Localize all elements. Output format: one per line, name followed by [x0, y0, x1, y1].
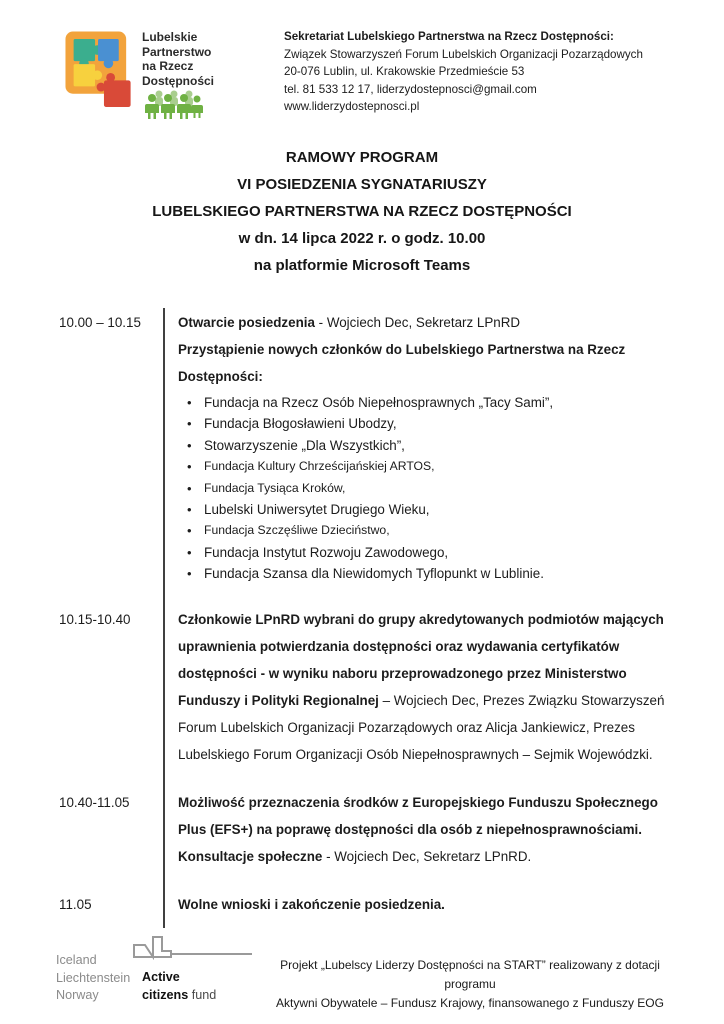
lpnrd-logo	[64, 26, 216, 118]
logo-line: Dostępności	[142, 73, 215, 88]
agenda-item-subtitle-bold: Przystąpienie nowych członków do Lubelskiego Partnerstwa na Rzecz Dostępności:	[178, 342, 626, 384]
new-members-list	[178, 392, 668, 585]
agenda-item-title-rest: - Wojciech Dec, Sekretarz LPnRD	[314, 315, 521, 330]
agenda-row	[163, 788, 668, 890]
list-item: • Fundacja Instytut Rozwoju Zawodowego,	[187, 542, 668, 563]
fund-citizens: citizens	[142, 987, 189, 1002]
agenda-item-line2-bold: Konsultacje społeczne	[178, 848, 323, 864]
title-line: w dn. 14 lipca 2022 r. o godz. 10.00	[238, 230, 486, 247]
fund-line	[142, 969, 216, 987]
agenda-item-subtitle	[178, 336, 668, 390]
eea-grants-icon	[132, 934, 254, 965]
agenda-time: 10.15-10.40	[59, 611, 131, 627]
project-line: Aktywni Obywatele – Fundusz Krajowy, finansowanego z Funduszy EOG	[276, 996, 664, 1010]
secretariat-line: Związek Stowarzyszeń Forum Lubelskich Organizacji Pozarządowych	[284, 47, 643, 61]
fund-active: Active	[142, 970, 180, 984]
secretariat-block	[284, 26, 643, 118]
agenda-row	[163, 308, 668, 605]
agenda-time: 11.05	[59, 896, 92, 912]
agenda-item-line2-rest: - Wojciech Dec, Sekretarz LPnRD.	[322, 848, 532, 864]
list-item: • Fundacja Szansa dla Niewidomych Tyflopunkt w Lublinie.	[187, 563, 668, 584]
agenda-item-title-bold: Otwarcie posiedzenia	[178, 315, 315, 330]
footer	[56, 934, 684, 1013]
list-item: • Lubelski Uniwersytet Drugiego Wieku,	[187, 499, 668, 520]
agenda-item-bold: Wolne wnioski i zakończenie posiedzenia.	[178, 896, 445, 912]
eea-countries	[56, 952, 142, 1005]
agenda-row	[163, 890, 668, 928]
project-funding-note	[256, 934, 684, 1013]
logo-line: na Rzecz	[142, 59, 194, 73]
agenda-time: 10.00 – 10.15	[59, 315, 141, 330]
agenda-item-text	[178, 789, 668, 843]
secretariat-title: Sekretariat Lubelskiego Partnerstwa na Rzecz Dostępności:	[284, 30, 614, 43]
logo-line: Partnerstwo	[142, 44, 212, 59]
list-item: • Fundacja Błogosławieni Ubodzy,	[187, 413, 668, 434]
title-line: LUBELSKIEGO PARTNERSTWA NA RZECZ DOSTĘPNOŚCI	[152, 203, 572, 220]
eea-country: Iceland	[56, 953, 97, 967]
secretariat-line-contact: tel. 81 533 12 17, liderzydostepnosci@gmail.com	[284, 82, 537, 96]
eea-country: Liechtenstein	[56, 970, 131, 985]
document-title	[0, 144, 724, 279]
project-line: Projekt „Lubelscy Liderzy Dostępności na START” realizowany z dotacji programu	[280, 958, 660, 991]
puzzle-logo-icon	[64, 28, 138, 123]
people-icon	[142, 90, 204, 125]
fund-rest: fund	[188, 987, 217, 1002]
list-item: • Fundacja Kultury Chrześcijańskiej ARTOS,	[187, 456, 668, 477]
agenda-row	[163, 605, 668, 788]
logo-line: Lubelskie	[142, 30, 198, 44]
list-item: • Fundacja Tysiąca Kroków,	[187, 478, 668, 499]
agenda-item-text	[178, 606, 668, 768]
header	[64, 26, 668, 118]
fund-line	[142, 987, 216, 1005]
list-item: • Fundacja na Rzecz Osób Niepełnosprawnych „Tacy Sami”,	[187, 392, 668, 413]
agenda-item-text	[178, 891, 668, 918]
agenda-item-text	[178, 843, 668, 870]
secretariat-line: 20-076 Lublin, ul. Krakowskie Przedmieście 53	[284, 65, 525, 79]
list-item: • Fundacja Szczęśliwe Dzieciństwo,	[187, 520, 668, 541]
agenda-item-bold: Członkowie LPnRD wybrani do grupy akredytowanych podmiotów mających uprawnienia potwierdzania dostępności oraz wydawania certyfikatów dostępności - w wyniku naboru przeprowadzonego przez Ministerstwo Funduszy i Polityki Regionalnej	[178, 611, 664, 708]
logo-wordmark	[142, 30, 214, 88]
agenda-time: 10.40-11.05	[59, 794, 130, 810]
title-line: na platformie Microsoft Teams	[253, 257, 471, 274]
eea-country: Norway	[56, 988, 99, 1002]
secretariat-line-website: www.liderzydostepnosci.pl	[284, 100, 420, 114]
agenda-item-bold: Możliwość przeznaczenia środków z Europejskiego Funduszu Społecznego Plus (EFS+) na poprawę dostępności dla osób z niepełnosprawnościami.	[178, 794, 658, 837]
active-citizens-fund-logo	[56, 934, 256, 1005]
list-item: • Stowarzyszenie „Dla Wszystkich”,	[187, 435, 668, 456]
agenda-item-title	[178, 309, 668, 336]
agenda-item-rest: – Wojciech Dec, Prezes Związku Stowarzyszeń Forum Lubelskich Organizacji Pozarządowych oraz Alicja Jankiewicz, Prezes Lubelskiego Forum Organizacji Osób Niepełnosprawnych – Sejmik Wojewódzki.	[178, 692, 665, 762]
title-line: RAMOWY PROGRAM	[285, 149, 439, 166]
title-line: VI POSIEDZENIA SYGNATARIUSZY	[237, 176, 487, 193]
agenda-table	[59, 308, 668, 928]
